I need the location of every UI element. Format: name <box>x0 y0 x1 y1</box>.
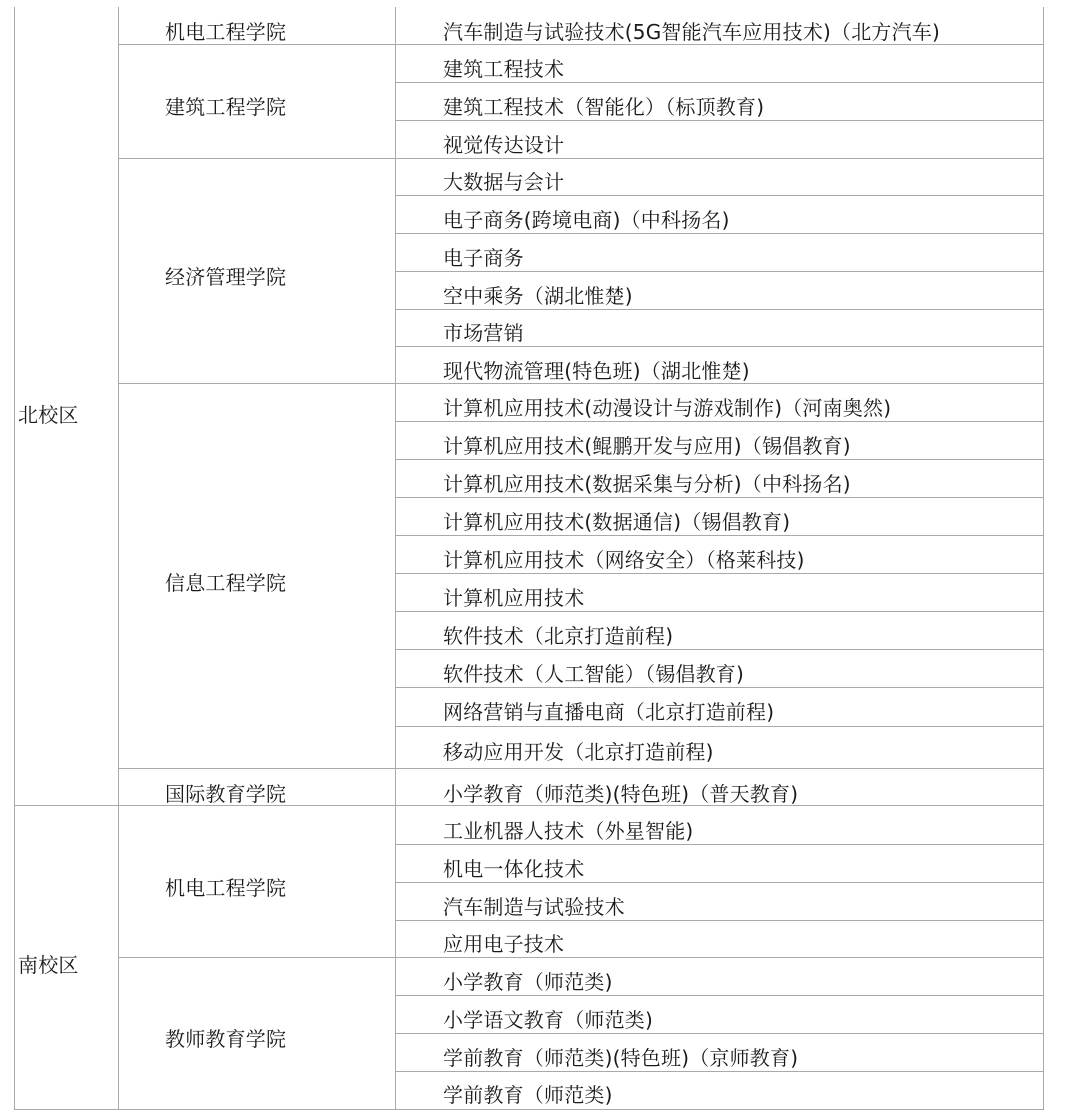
row-separator <box>395 82 1044 83</box>
row-separator <box>395 309 1044 310</box>
row-separator <box>395 233 1044 234</box>
college-name: 建筑工程学院 <box>165 95 287 119</box>
college-name: 国际教育学院 <box>165 782 287 806</box>
major-name: 小学教育（师范类)(特色班)（普天教育) <box>443 782 799 806</box>
college-separator <box>118 383 1044 384</box>
college-separator <box>118 158 1044 159</box>
college-name: 机电工程学院 <box>165 20 287 44</box>
college-name: 经济管理学院 <box>165 265 287 289</box>
row-separator <box>395 726 1044 727</box>
row-separator <box>395 1033 1044 1034</box>
row-separator <box>395 649 1044 650</box>
college-separator <box>118 768 1044 769</box>
major-name: 电子商务 <box>443 246 524 270</box>
column-divider-college <box>395 7 396 1110</box>
table-border-bottom <box>14 1109 1044 1110</box>
major-name: 汽车制造与试验技术 <box>443 895 625 919</box>
major-name: 计算机应用技术（网络安全）（格莱科技) <box>443 548 805 572</box>
row-separator <box>395 687 1044 688</box>
major-name: 软件技术（人工智能）（锡倡教育) <box>443 662 745 686</box>
row-separator <box>395 271 1044 272</box>
row-separator <box>395 573 1044 574</box>
column-divider-campus <box>118 7 119 1110</box>
major-name: 学前教育（师范类)(特色班)（京师教育) <box>443 1046 799 1070</box>
major-name: 计算机应用技术(数据采集与分析)（中科扬名) <box>443 472 851 496</box>
major-name: 现代物流管理(特色班)（湖北惟楚) <box>443 359 750 383</box>
major-name: 小学语文教育（师范类) <box>443 1008 654 1032</box>
major-name: 机电一体化技术 <box>443 857 585 881</box>
campus-name: 南校区 <box>18 953 79 977</box>
major-name: 电子商务(跨境电商)（中科扬名) <box>443 208 730 232</box>
row-separator <box>395 421 1044 422</box>
college-name: 信息工程学院 <box>165 571 287 595</box>
major-name: 网络营销与直播电商（北京打造前程) <box>443 700 775 724</box>
row-separator <box>395 1071 1044 1072</box>
major-name: 学前教育（师范类) <box>443 1083 613 1107</box>
major-name: 应用电子技术 <box>443 932 565 956</box>
majors-table <box>14 7 1044 1110</box>
college-name: 机电工程学院 <box>165 876 287 900</box>
major-name: 视觉传达设计 <box>443 133 565 157</box>
major-name: 计算机应用技术(数据通信)（锡倡教育) <box>443 510 791 534</box>
major-name: 软件技术（北京打造前程) <box>443 624 674 648</box>
row-separator <box>395 844 1044 845</box>
table-border-right <box>1043 7 1044 1110</box>
major-name: 市场营销 <box>443 321 524 345</box>
major-name: 建筑工程技术（智能化）（标顶教育) <box>443 95 765 119</box>
row-separator <box>395 535 1044 536</box>
college-name: 教师教育学院 <box>165 1027 287 1051</box>
major-name: 移动应用开发（北京打造前程) <box>443 740 714 764</box>
major-name: 汽车制造与试验技术(5G智能汽车应用技术)（北方汽车) <box>443 20 941 44</box>
row-separator <box>395 459 1044 460</box>
row-separator <box>395 611 1044 612</box>
row-separator <box>395 346 1044 347</box>
row-separator <box>395 995 1044 996</box>
major-name: 建筑工程技术 <box>443 57 565 81</box>
table-border-left <box>14 7 15 1110</box>
major-name: 小学教育（师范类) <box>443 970 613 994</box>
college-separator <box>118 957 1044 958</box>
row-separator <box>395 497 1044 498</box>
row-separator <box>395 882 1044 883</box>
row-separator <box>395 195 1044 196</box>
major-name: 大数据与会计 <box>443 170 565 194</box>
major-name: 工业机器人技术（外星智能) <box>443 819 694 843</box>
college-separator <box>118 44 1044 45</box>
major-name: 空中乘务（湖北惟楚) <box>443 284 633 308</box>
row-separator <box>395 920 1044 921</box>
campus-name: 北校区 <box>18 403 79 427</box>
major-name: 计算机应用技术 <box>443 586 585 610</box>
major-name: 计算机应用技术(动漫设计与游戏制作)（河南奥然) <box>443 396 892 420</box>
row-separator <box>395 120 1044 121</box>
major-name: 计算机应用技术(鲲鹏开发与应用)（锡倡教育) <box>443 434 851 458</box>
